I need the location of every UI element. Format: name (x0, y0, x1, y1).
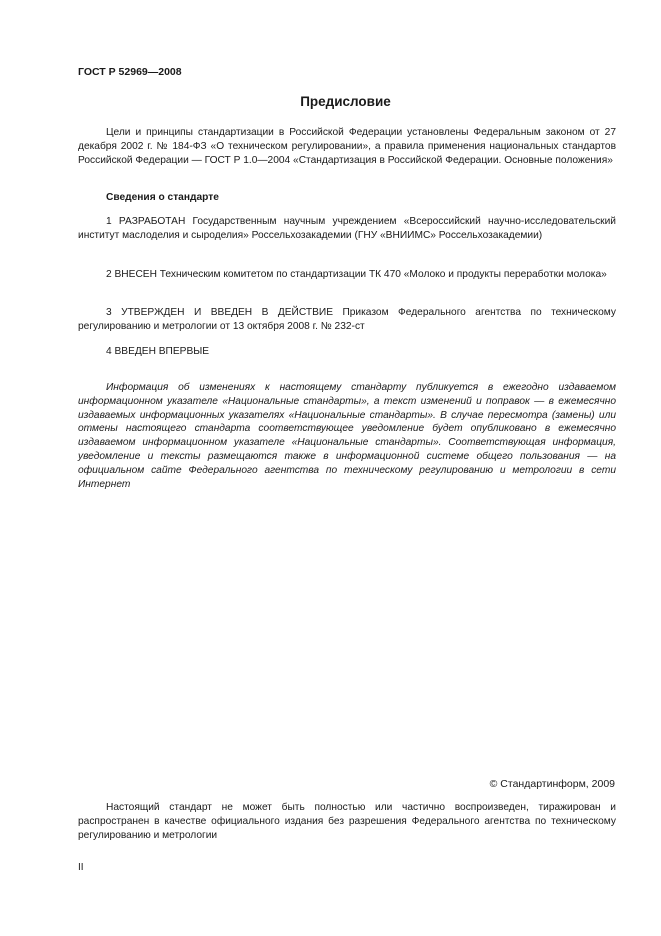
info-item-4: 4 ВВЕДЕН ВПЕРВЫЕ (106, 346, 210, 357)
info-heading: Сведения о стандарте (106, 192, 219, 203)
info-item-3: 3 УТВЕРЖДЕН И ВВЕДЕН В ДЕЙСТВИЕ Приказом Федерального агентства по техническому регулированию и метрологии от 13 октября 2008 г. № 232-ст (78, 307, 616, 332)
copyright-notice: © Стандартинформ, 2009 (489, 778, 615, 790)
document-id: ГОСТ Р 52969—2008 (78, 66, 182, 78)
changes-info-paragraph: Информация об изменениях к настоящему стандарту публикуется в ежегодно издаваемом информационном указателе «Национальные стандарты», а текст изменений и поправок — в ежемесячно издаваемых информационных указателях «Национальные стандарты». В случае пересмотра (замены) или отмены настоящего стандарта соответствующее уведомление будет опубликовано в ежемесячно издаваемом информационном указателе «Национальные стандарты». Соответствующая информация, уведомление и тексты размещаются также в информационной системе общего пользования — на официальном сайте Федерального агентства по техническому регулированию и метрологии в сети Интернет (78, 382, 616, 490)
intro-paragraph: Цели и принципы стандартизации в Российской Федерации установлены Федеральным законом от 27 декабря 2002 г. № 184-ФЗ «О техническом регулировании», а правила применения национальных стандартов Российской Федерации — ГОСТ Р 1.0—2004 «Стандартизация в Российской Федерации. Основные положения» (78, 127, 616, 166)
info-item-1: 1 РАЗРАБОТАН Государственным научным учреждением «Всероссийский научно-исследовательский институт маслоделия и сыроделия» Россельхозакадемии (ГНУ «ВНИИМС» Россельхозакадемии) (78, 216, 616, 241)
reproduction-notice: Настоящий стандарт не может быть полностью или частично воспроизведен, тиражирован и распространен в качестве официального издания без разрешения Федерального агентства по техническому регулированию и метрологии (78, 802, 616, 841)
info-item-2: 2 ВНЕСЕН Техническим комитетом по стандартизации ТК 470 «Молоко и продукты переработки молока» (106, 269, 607, 280)
page-number: II (78, 862, 84, 873)
page-title: Предисловие (300, 94, 391, 109)
